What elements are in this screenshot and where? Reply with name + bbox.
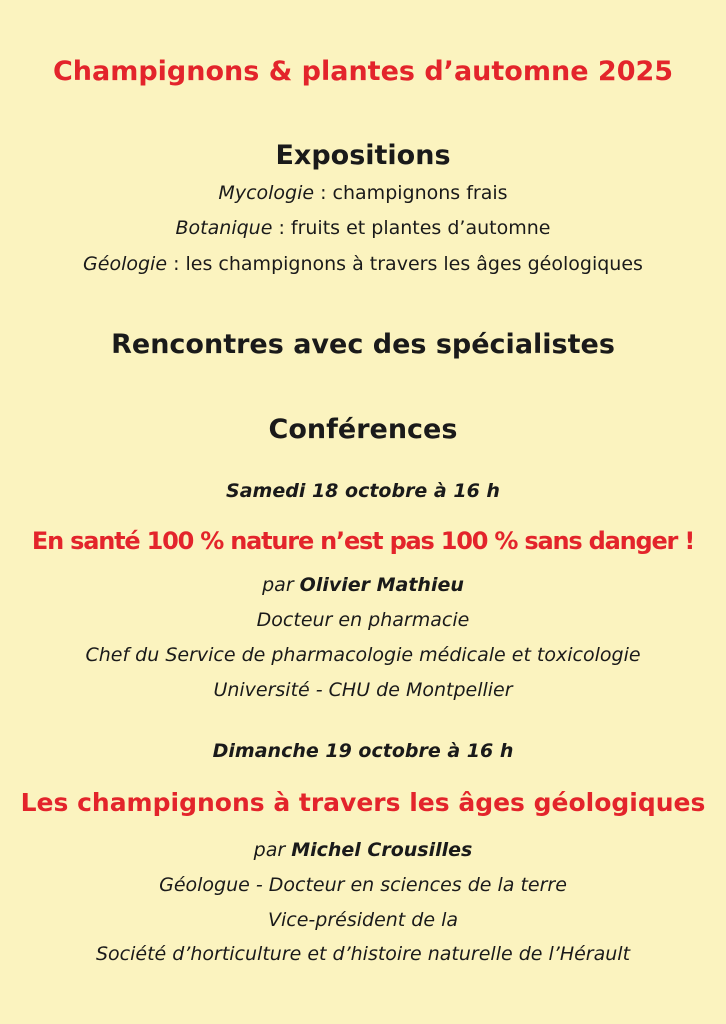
poster-title: Champignons & plantes d’automne 2025 bbox=[52, 56, 674, 87]
speaker-name: Olivier Mathieu bbox=[299, 574, 464, 596]
conferences-heading: Conférences bbox=[268, 414, 458, 445]
conference-speaker-line bbox=[262, 576, 464, 595]
exposition-label: Botanique bbox=[175, 217, 273, 239]
speaker-role: Société d’horticulture et d’histoire naturelle de l’Hérault bbox=[95, 943, 631, 965]
speaker-role: Université - CHU de Montpellier bbox=[213, 679, 513, 701]
speaker-prefix: par bbox=[262, 574, 300, 596]
speaker-role: Géologue - Docteur en sciences de la terre bbox=[159, 874, 567, 896]
exposition-item bbox=[218, 184, 507, 203]
speaker-role: Vice-président de la bbox=[268, 909, 458, 931]
conference-date: Dimanche 19 octobre à 16 h bbox=[212, 740, 514, 762]
conference-title: Les champignons à travers les âges géologiques bbox=[20, 788, 706, 817]
conference-date: Samedi 18 octobre à 16 h bbox=[226, 480, 500, 502]
exposition-label: Géologie bbox=[83, 253, 168, 275]
exposition-item bbox=[176, 219, 551, 238]
speaker-name: Michel Crousilles bbox=[291, 839, 473, 861]
speaker-role: Docteur en pharmacie bbox=[256, 609, 470, 631]
speaker-prefix: par bbox=[253, 839, 292, 861]
exposition-text: les champignons à travers les âges géologiques bbox=[185, 253, 643, 275]
exposition-label: Mycologie bbox=[218, 182, 315, 204]
exposition-separator: : bbox=[272, 217, 291, 239]
exposition-item bbox=[83, 255, 643, 274]
exposition-text: fruits et plantes d’automne bbox=[290, 217, 551, 239]
meetings-heading: Rencontres avec des spécialistes bbox=[111, 329, 615, 360]
expositions-heading: Expositions bbox=[275, 140, 451, 171]
exposition-separator: : bbox=[314, 182, 333, 204]
exposition-separator: : bbox=[167, 253, 186, 275]
conference-speaker-line bbox=[254, 841, 473, 860]
exposition-text: champignons frais bbox=[332, 182, 508, 204]
conference-title: En santé 100 % nature n’est pas 100 % sans danger ! bbox=[31, 527, 695, 555]
speaker-role: Chef du Service de pharmacologie médicale et toxicologie bbox=[85, 644, 641, 666]
